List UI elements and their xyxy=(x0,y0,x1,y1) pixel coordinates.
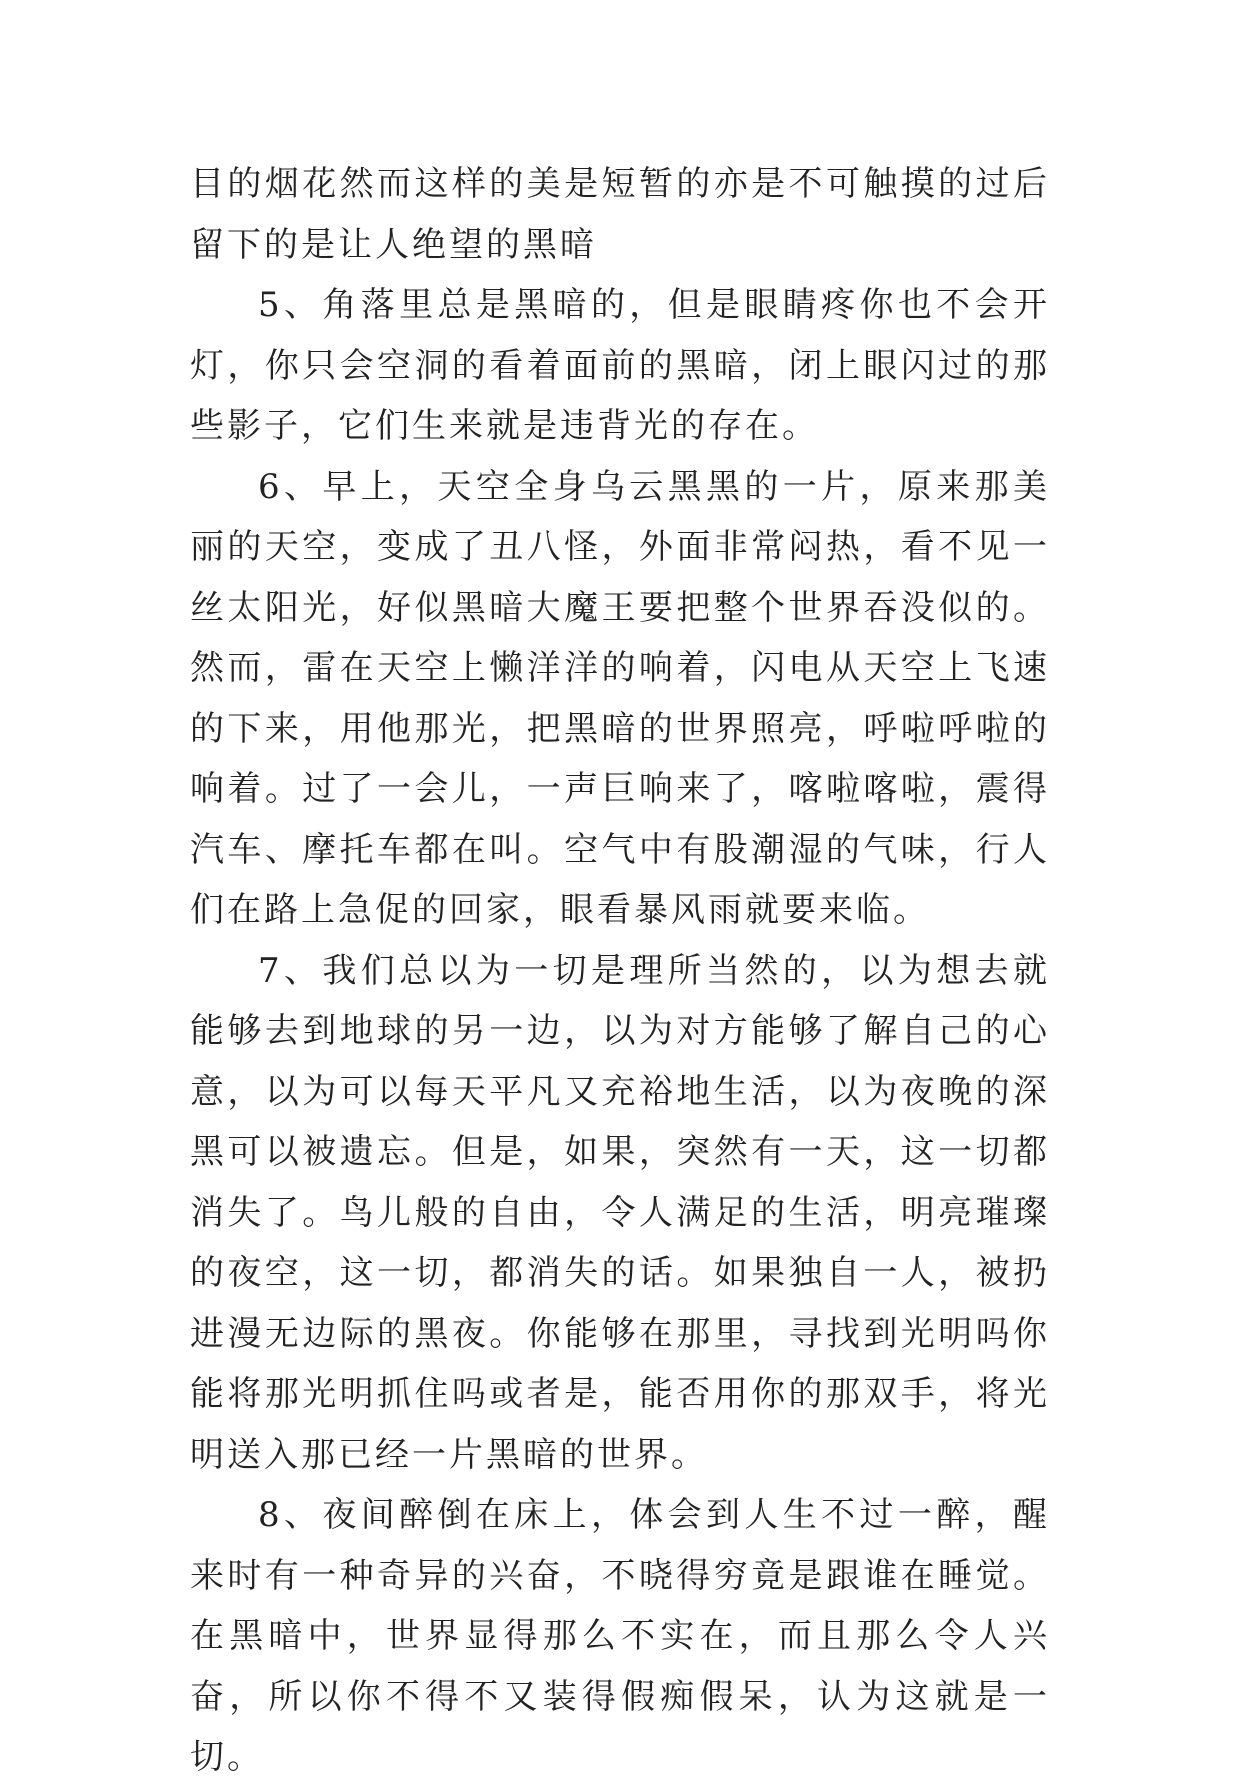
paragraph-continuation: 目的烟花然而这样的美是短暂的亦是不可触摸的过后留下的是让人绝望的黑暗 xyxy=(190,164,1050,265)
paragraph-item-6: 6、早上，天空全身乌云黑黑的一片，原来那美丽的天空，变成了丑八怪，外面非常闷热，看不见一丝太阳光，好似黑暗大魔王要把整个世界吞没似的。然而，雷在天空上懒洋洋的响着，闪电从天空上飞速的下来，用他那光，把黑暗的世界照亮，呼啦呼啦的响着。过了一会儿，一声巨响来了，喀啦喀啦，震得汽车、摩托车都在叫。空气中有股潮湿的气味，行人们在路上急促的回家，眼看暴风雨就要来临。 xyxy=(190,466,1050,930)
paragraph-item-5: 5、角落里总是黑暗的，但是眼睛疼你也不会开灯，你只会空洞的看着面前的黑暗，闭上眼闪过的那些影子，它们生来就是违背光的存在。 xyxy=(190,285,1050,446)
paragraph-item-7: 7、我们总以为一切是理所当然的，以为想去就能够去到地球的另一边，以为对方能够了解自己的心意，以为可以每天平凡又充裕地生活，以为夜晚的深黑可以被遗忘。但是，如果，突然有一天，这一切都消失了。鸟儿般的自由，令人满足的生活，明亮璀璨的夜空，这一切，都消失的话。如果独自一人，被扔进漫无边际的黑夜。你能够在那里，寻找到光明吗你能将那光明抓住吗或者是，能否用你的那双手，将光明送入那已经一片黑暗的世界。 xyxy=(190,950,1050,1475)
document-body xyxy=(190,154,1050,1788)
paragraph-item-8: 8、夜间醉倒在床上，体会到人生不过一醉，醒来时有一种奇异的兴奋，不晓得穷竟是跟谁在睡觉。在黑暗中，世界显得那么不实在，而且那么令人兴奋，所以你不得不又装得假痴假呆，认为这就是一切。 xyxy=(190,1495,1050,1777)
